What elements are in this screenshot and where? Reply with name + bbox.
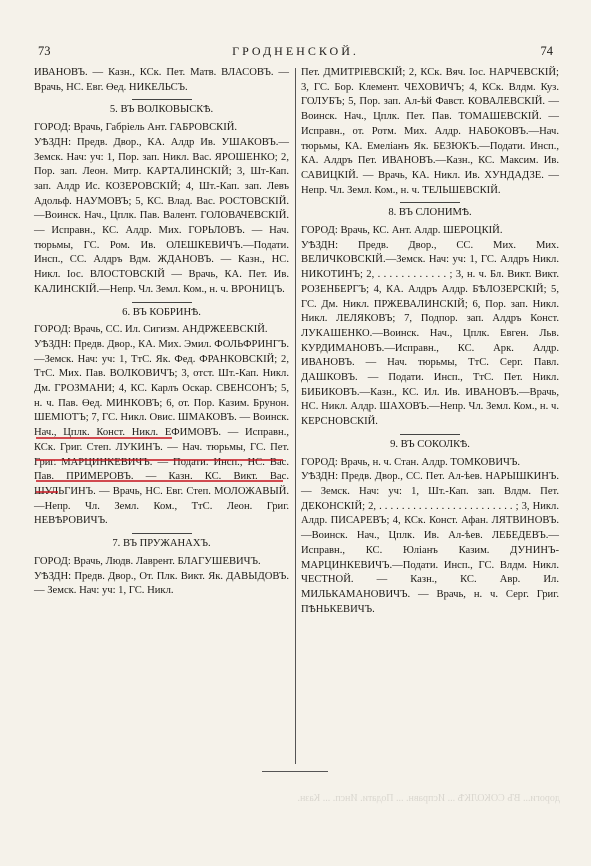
paragraph: Пет. ДМИТРІЕВСКІЙ; 2, КСк. Вяч. Іос. НАРЧЕВСКІЙ; 3, ГС. Бор. Клемент. ЧЕХОВИЧЪ; 4, КСк. Влдм. Куз. ГОЛУБЪ; 5, Пор. зап. Ал-ѣй Фавст. КОВАЛЕВСКІЙ. — Воинск. Нач., Цплк. Пет. Пав. ТОМАШЕВСКІЙ. —Исправн., от. Ротм. Мих. Алдр. НАБОКОВЪ.—Нач. тюрьмы, КА. Емеліанъ Як. БЕЗЮКЪ.—Подати. Инсп., КА. Алдръ Пет. ИВАНОВЪ.—Казн., КС. Максим. Ив. САВИЦКІЙ. — Врачь, КА. Никл. Ив. ХУНДАДЗЕ. — Непр. Чл. Земл. Ком., н. ч. ТЕЛЬШЕВСКІЙ. <box>301 67 559 196</box>
divider <box>400 202 460 203</box>
paragraph: ИВАНОВЪ. — Казн., КСк. Пет. Матв. ВЛАСОВЪ. — Врачь, НС. Евг. Өед. НИКЕЛЬСЪ. <box>34 67 289 93</box>
divider <box>400 434 460 435</box>
paragraph: УѢЗДН: Предв. Двор., От. Плк. Викт. Як. ДАВЫДОВЪ. — Земск. Нач: уч: 1, ГС. Никл. <box>34 570 289 597</box>
paragraph: УѢЗДН: Предв. Двор., КА. Алдр Ив. УШАКОВЪ.—Земск. Нач: уч: 1, Пор. зап. Никл. Вас. ЯРОШЕНКО; 2, Пор. зап. Леон. Митр. КАРТАЛИНСКІЙ; 3, Шт-Кап. зап. Алдр Ис. КОЗЕРОВСКІЙ; 4, Шт.-Кап. зап. Левъ Адольф. НАУМОВЪ; 5, КС. Влад. Вас. РОСТОВСКІЙ.—Воинск. Нач., Цплк. Пав. Валент. ГОЛОВАЧЕВСКІЙ. — Исправн., КС. Алдр. Мих. ГОРЬЛОВЪ. — Нач. тюрьмы, ГС. Ром. Ив. ОЛЕШКЕВИЧЪ.—Подати. Инсп., СС. Алдръ Вдм. ЖДАНОВЪ. — Казн., НС. Никл. Іос. ВЛОСТОВСКІЙ — Врачь, КА. Пет. Ив. КАЛИНСКІЙ.—Непр. Чл. Земл. Ком., н. ч. ВРОНИЦЪ. <box>34 136 289 295</box>
section-heading: 7. ВЪ ПРУЖАНАХЪ. <box>112 538 211 550</box>
section-heading: 8. ВЪ СЛОНИМѢ. <box>388 207 472 219</box>
paragraph: УѢЗДН: Предв. Двор., СС. Мих. Мих. ВЕЛИЧКОВСКІЙ.—Земск. Нач: уч: 1, ГС. Алдръ Никл. НИКОТИНЪ; 2, . . . . . . . . . . . . ; 3, н. ч. Бл. Викт. Викт. РОЗЕНБЕРГЪ; 4, КА. Алдръ Алдр. БѢЛОЗЕРСКІЙ; 5, ГС. Дм. Никл. ПРЖЕВАЛИНСКІЙ; 6, Пор. зап. Никл. Никл. ЛЕЛЯКОВЪ; 7, Подпор. зап. Алдръ Конст. ЛУКАШЕНКО.—Воинск. Нач., Цплк. Евген. Льв. КУРДИМАНОВЪ.—Исправн., КС. Арк. Алдр. ИВАНОВЪ. — Нач. тюрьмы, ТтС. Серг. Павл. ДАШКОВЪ. — Подати. Инсп., ТтС. Пет. Никл. БИБИКОВЪ.—Казн., КС. Ил. Ив. ИВАНОВЪ.—Врачь, НС. Никл. Алдр. ШАХОВЪ.—Непр. Чл. Земл. Ком., н. ч. КЕРСНОВСКІЙ. <box>301 239 559 428</box>
paragraph: ГОРОД: Врачь, СС. Ил. Сигизм. АНДРЖЕЕВСКІЙ. <box>34 324 268 336</box>
page-number-right: 74 <box>540 44 553 58</box>
column-rule <box>295 68 296 764</box>
section-heading: 5. ВЪ ВОЛКОВЫСКѢ. <box>109 104 214 116</box>
paragraph: ГОРОД: Врачь, н. ч. Стан. Алдр. ТОМКОВИЧЪ. <box>301 456 521 468</box>
left-column <box>34 66 289 599</box>
paragraph: ГОРОД: Врачь, Людв. Лаврент. БЛАГУШЕВИЧЪ. <box>34 555 261 567</box>
bottom-rule <box>262 771 328 772</box>
section-heading: 6. ВЪ КОБРИНѢ. <box>122 306 201 318</box>
running-header <box>0 44 591 62</box>
paragraph: УѢЗДН: Предв. Двор., СС. Пет. Ал-ѣев. НАРЫШКИНЪ. — Земск. Нач: уч: 1, Шт.-Кап. зап. Влдм. Пет. ДЕКОНСКІЙ; 2, . . . . . . . . . . . . . . . . . . . . . . . . ; 3, Никл. Алдр. ПИСАРЕВЪ; 4, КСк. Конст. Афан. ЛЯТВИНОВЪ.—Воинск. Нач., Цплк. Ив. Ал-ѣев. ЛЕБЕДЕВЪ.—Исправн., КС. Юліанъ Казим. ДУНИНЪ-МАРЦИНКЕВИЧЪ.—Подати. Инсп., ГС. Влдм. Никл. ЧЕСТНОЙ. — Казн., КС. Авр. Ил. МИЛЬКАМАНОВИЧЪ. — Врачь, н. ч. Серг. Григ. ПѢНЬКЕВИЧЪ. <box>301 471 559 615</box>
bleed-through-text: дороги... ВЪ СОКОЛКѢ ... Исправн. ... Подати. Инсп. ... Казн. <box>297 793 560 804</box>
section-heading: 9. ВЪ СОКОЛКѢ. <box>390 438 470 450</box>
divider <box>132 99 192 100</box>
running-title: ГРОДНЕНСКОЙ. <box>232 44 359 58</box>
divider <box>132 302 192 303</box>
paragraph: ГОРОД: Врачь, КС. Ант. Алдр. ШЕРОЦКІЙ. <box>301 225 503 237</box>
divider <box>132 533 192 534</box>
paragraph-annotated: УѢЗДН: Предв. Двор., КА. Мих. Эмил. ФОЛЬФРИНГЪ.—Земск. Нач: уч: 1, ТтС. Як. Фед. ФРАНКОВСКІЙ; 2, ТтС. Мих. Пав. ВОЛКОВИЧЪ; 3, отст. Шт.-Кап. Никл. Дм. ГРОЗМАНИ; 4, КС. Карлъ Оскар. СВЕНСОНЪ; 5, н. ч. Пав. Өед. МИНКОВЪ; 6, от. Пор. Казим. Брунон. ШЕМІОТЪ; 7, ГС. Никл. Овис. ШМАКОВЪ. — Воинск. Нач., Цплк. Конст. Никл. ЕФИМОВЪ. — Исправн., КСк. Григ. Степ. ЛУКИНЪ. — Нач. тюрьмы, ГС. Пет. Григ. МАРЦИНКЕВИЧЪ. — Подати. Инсп., НС. Вас. Пав. ПРИМЕРОВЪ. — Казн. КС. Викт. Вас. ШУЛЬГИНЪ. — Врачь, НС. Евг. Степ. МОЛОЖАВЫЙ.—Непр. Чл. Земл. Ком., ТтС. Леон. Григ. НЕВѢРОВИЧЪ. <box>34 338 289 527</box>
page-number-left: 73 <box>38 44 51 58</box>
right-column <box>301 66 559 617</box>
paragraph: ГОРОД: Врачь, Габріель Ант. ГАБРОВСКІЙ. <box>34 122 238 134</box>
